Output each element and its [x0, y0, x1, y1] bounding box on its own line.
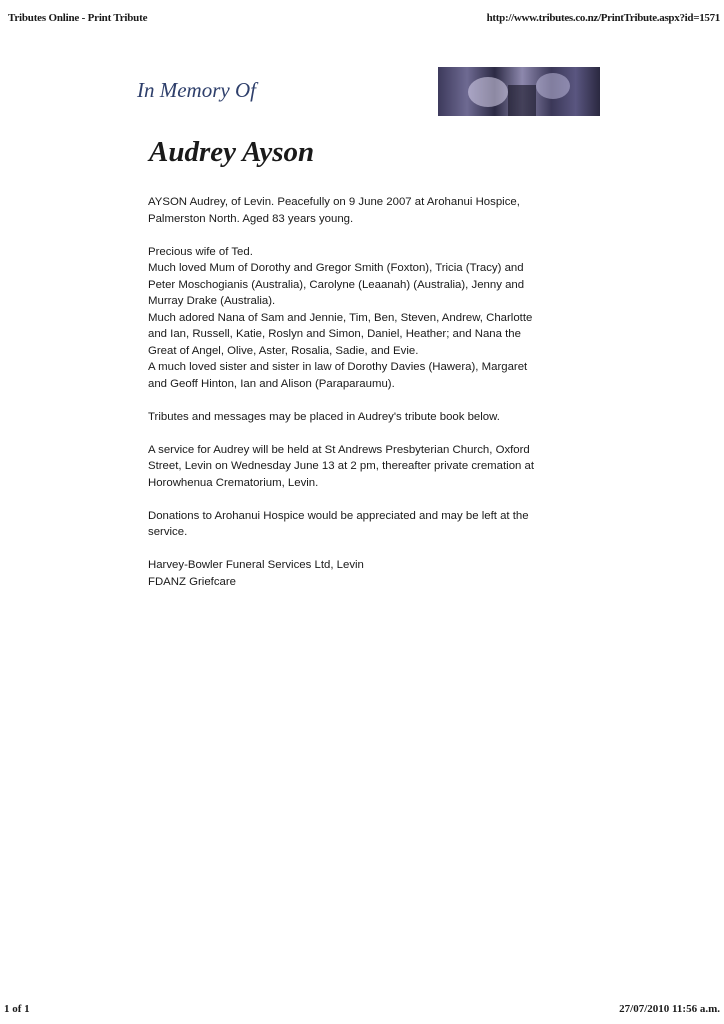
tribute-line: FDANZ Griefcare [148, 575, 236, 588]
tribute-line: A service for Audrey will be held at St Andrews Presbyterian Church, Oxford [148, 443, 530, 456]
tribute-body [148, 194, 573, 607]
memory-heading: In Memory Of [137, 78, 256, 102]
tribute-line: A much loved sister and sister in law of Dorothy Davies (Hawera), Margaret [148, 361, 528, 373]
tribute-line: Much loved Mum of Dorothy and Gregor Smith (Foxton), Tricia (Tracy) and [148, 262, 524, 274]
tribute-line: Peter Moschogianis (Australia), Carolyne (Leaanah) (Australia), Jenny and [148, 278, 525, 291]
tribute-line: Harvey-Bowler Funeral Services Ltd, Levin [148, 559, 364, 571]
deceased-name: Audrey Ayson [149, 136, 315, 168]
tribute-line: and Geoff Hinton, Ian and Alison (Paraparaumu). [148, 377, 395, 390]
print-footer-timestamp: 27/07/2010 11:56 a.m. [619, 1003, 720, 1015]
tribute-line: AYSON Audrey, of Levin. Peacefully on 9 June 2007 at Arohanui Hospice, [148, 196, 520, 208]
tribute-paragraph-funeral-director [148, 557, 573, 590]
print-footer-page-count: 1 of 1 [4, 1003, 30, 1015]
print-header-url: http://www.tributes.co.nz/PrintTribute.aspx?id=1571 [486, 12, 720, 24]
tribute-line: Donations to Arohanui Hospice would be appreciated and may be left at the [148, 509, 529, 522]
tribute-line: and Ian, Russell, Katie, Roslyn and Simon, Daniel, Heather; and Nana the [148, 328, 521, 340]
print-header-title: Tributes Online - Print Tribute [8, 12, 148, 24]
tribute-line: service. [148, 526, 188, 538]
banner-photo [438, 67, 600, 116]
tribute-line: Great of Angel, Olive, Aster, Rosalia, Sadie, and Evie. [148, 344, 419, 357]
tribute-paragraph-family [148, 244, 573, 393]
tribute-line: Street, Levin on Wednesday June 13 at 2 pm, thereafter private cremation at [148, 460, 535, 472]
tribute-paragraph-messages [148, 409, 573, 426]
tribute-line: Precious wife of Ted. [148, 245, 253, 258]
tribute-line: Murray Drake (Australia). [148, 295, 276, 307]
tribute-line: Tributes and messages may be placed in Audrey's tribute book below. [148, 410, 500, 423]
tribute-line: Horowhenua Crematorium, Levin. [148, 476, 319, 489]
tribute-paragraph-service [148, 442, 573, 492]
tribute-line: Much adored Nana of Sam and Jennie, Tim, Ben, Steven, Andrew, Charlotte [148, 311, 533, 324]
tribute-line: Palmerston North. Aged 83 years young. [148, 212, 354, 225]
tribute-paragraph-donations [148, 508, 573, 541]
tribute-paragraph-intro [148, 194, 573, 227]
